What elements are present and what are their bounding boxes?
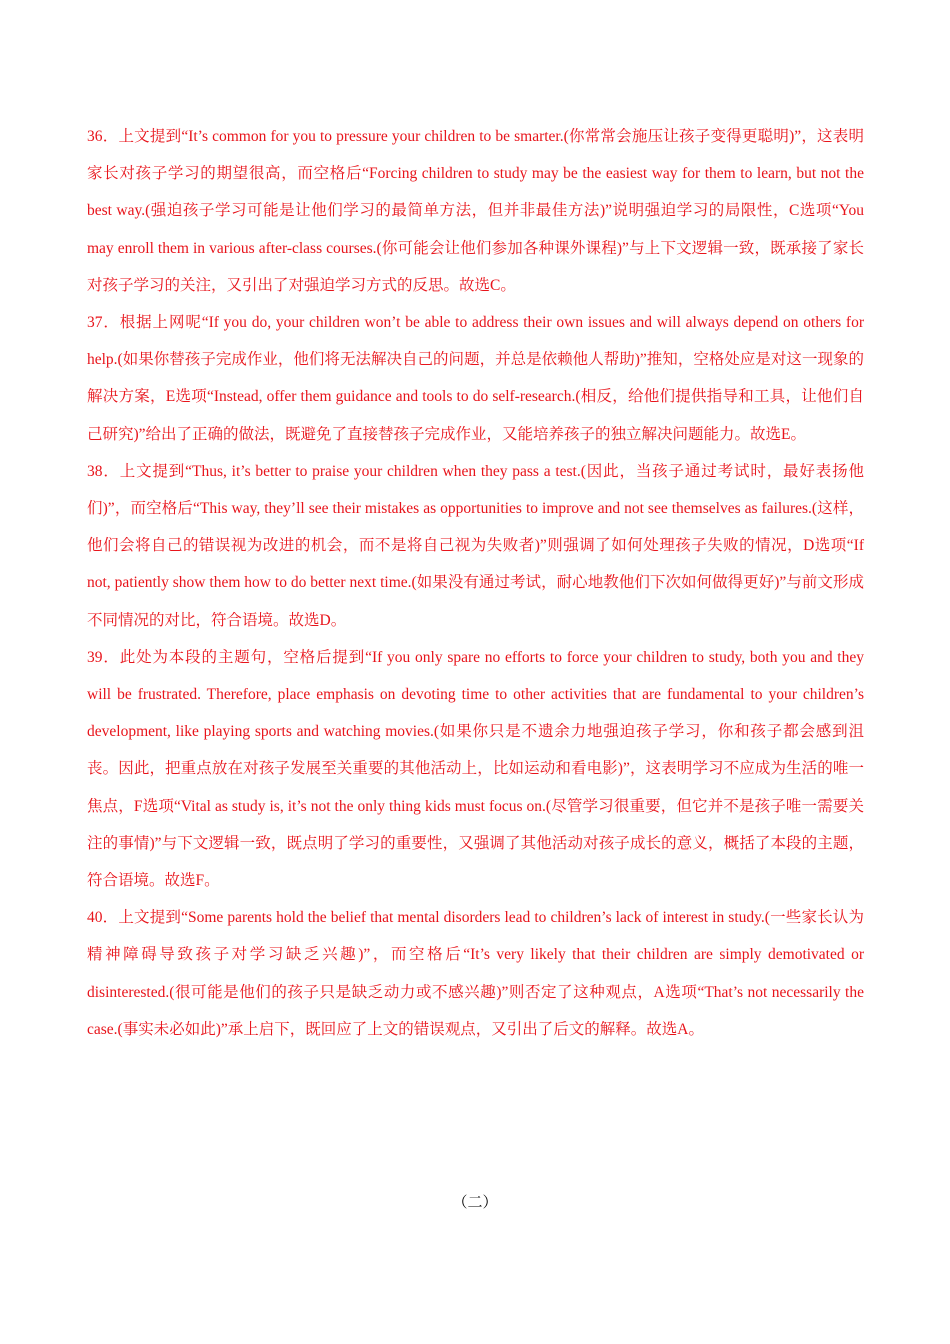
answer-explanation-38: 38．上文提到“Thus, it’s better to praise your children when they pass a test.(因此，当孩子通过考试时，最好表扬他们)”，而空格后“This way, they’ll see their mistakes as opportunities to improve and not see themselves as failures.(这样，他们会将自己的错误视为改进的机会，而不是将自己视为失败者)”则强调了如何处理孩子失败的情况，D选项“If not, patiently show them how to do better next time.(如果没有通过考试，耐心地教他们下次如何做得更好)”与前文形成不同情况的对比，符合语境。故选D。 [87,462,864,629]
answer-explanation-40: 40．上文提到“Some parents hold the belief that mental disorders lead to children’s lack of interest in study.(一些家长认为精神障碍导致孩子对学习缺乏兴趣)”，而空格后“It’s very likely that their children are simply demotivated or disinterested.(很可能是他们的孩子只是缺乏动力或不感兴趣)”则否定了这种观点，A选项“That’s not necessarily the case.(事实未必如此)”承上启下，既回应了上文的错误观点，又引出了后文的解释。故选A。 [87,909,864,1038]
answer-explanation-36: 36．上文提到“It’s common for you to pressure your children to be smarter.(你常常会施压让孩子变得更聪明)”，这表明家长对孩子学习的期望很高，而空格后“Forcing children to study may be the easiest way for them to learn, but not the best way.(强迫孩子学习可能是让他们学习的最简单方法，但并非最佳方法)”说明强迫学习的局限性，C选项“You may enroll them in various after-class courses.(你可能会让他们参加各种课外课程)”与上下文逻辑一致，既承接了家长对孩子学习的关注，又引出了对强迫学习方式的反思。故选C。 [87,128,864,294]
answer-explanation-37: 37．根据上网呢“If you do, your children won’t be able to address their own issues and will always depend on others for help.(如果你替孩子完成作业，他们将无法解决自己的问题，并总是依赖他人帮助)”推知，空格处应是对这一现象的解决方案，E选项“Instead, offer them guidance and tools to do self-research.(相反，给他们提供指导和工具，让他们自己研究)”给出了正确的做法，既避免了直接替孩子完成作业，又能培养孩子的独立解决问题能力。故选E。 [87,314,864,443]
answer-explanation-39: 39．此处为本段的主题句，空格后提到“If you only spare no efforts to force your children to study, both you and they will be frustrated. Therefore, place emphasis on devoting time to other activities that are fundamental to your children’s development, like playing sports and watching movies.(如果你只是不遗余力地强迫孩子学习，你和孩子都会感到沮丧。因此，把重点放在对孩子发展至关重要的其他活动上，比如运动和看电影)”，这表明学习不应成为生活的唯一焦点，F选项“Vital as study is, it’s not the only thing kids must focus on.(尽管学习很重要，但它并不是孩子唯一需要关注的事情)”与下文逻辑一致，既点明了学习的重要性，又强调了其他活动对孩子成长的意义，概括了本段的主题，符合语境。故选F。 [87,648,864,890]
answer-explanations [87,118,864,1048]
section-label: （二） [452,1195,498,1211]
